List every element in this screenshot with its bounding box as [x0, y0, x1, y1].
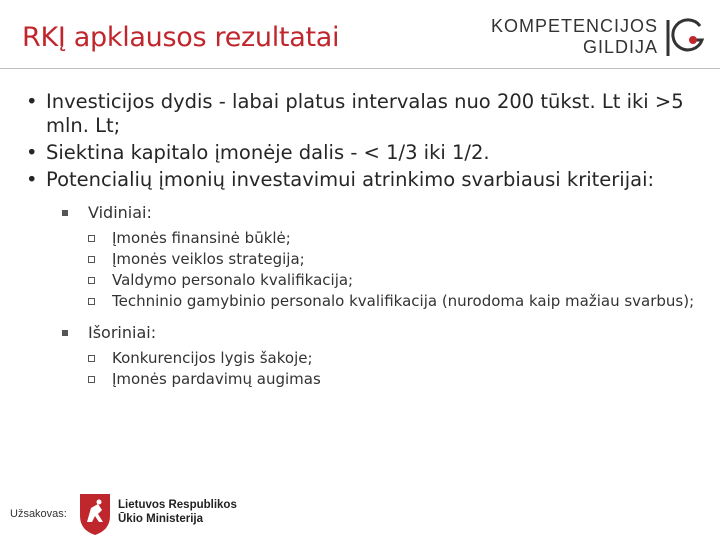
bullet-criteria: • Potencialių įmonių investavimui atrinkimo svarbiausi kriterijai:	[26, 168, 655, 191]
hollow-square-bullet-icon	[88, 277, 95, 284]
bullet-investment-size: • Investicijos dydis - labai platus intervalas nuo 200 tūkst. Lt iki >5 mln. Lt;	[26, 90, 684, 137]
hollow-square-bullet-icon	[88, 355, 95, 362]
hollow-square-bullet-icon	[88, 256, 95, 263]
sponsor-label: Užsakovas:	[10, 508, 67, 520]
page-title: RKĮ apklausos rezultatai	[22, 22, 340, 53]
kompetencijos-gildija-logo	[490, 12, 710, 57]
group-internal-items	[22, 228, 712, 312]
slide-content	[22, 90, 712, 394]
list-item: Valdymo personalo kvalifikacija;	[22, 270, 712, 291]
hollow-square-bullet-icon	[88, 298, 95, 305]
bullet-dot-icon: •	[26, 90, 38, 113]
bullet-dot-icon: •	[26, 168, 38, 191]
footer	[0, 490, 720, 540]
list-item: Įmonės veiklos strategija;	[22, 249, 712, 270]
list-item: Įmonės pardavimų augimas	[22, 369, 712, 390]
list-item: Konkurencijos lygis šakoje;	[22, 348, 712, 369]
logo-text-line1: KOMPETENCIJOS	[490, 16, 658, 36]
group-external-items	[22, 348, 712, 390]
list-item: Techninio gamybinio personalo kvalifikacija (nurodoma kaip mažiau svarbus);	[22, 291, 712, 312]
square-bullet-icon	[62, 210, 68, 216]
logo-text-line2: GILDIJA	[582, 37, 658, 57]
bullet-dot-icon: •	[26, 141, 38, 164]
group-external-label: Išoriniai:	[22, 322, 712, 344]
ministry-name: Lietuvos Respublikos Ūkio Ministerija	[118, 499, 237, 525]
bullet-capital-share: • Siektina kapitalo įmonėje dalis - < 1/3 iki 1/2.	[26, 141, 490, 164]
list-item: Įmonės finansinė būklė;	[22, 228, 712, 249]
ministry-coat-of-arms-icon	[78, 492, 112, 536]
title-divider	[0, 68, 720, 69]
hollow-square-bullet-icon	[88, 235, 95, 242]
group-internal-label: Vidiniai:	[22, 202, 712, 224]
logo-g-mark-icon	[664, 18, 708, 58]
hollow-square-bullet-icon	[88, 376, 95, 383]
square-bullet-icon	[62, 330, 68, 336]
